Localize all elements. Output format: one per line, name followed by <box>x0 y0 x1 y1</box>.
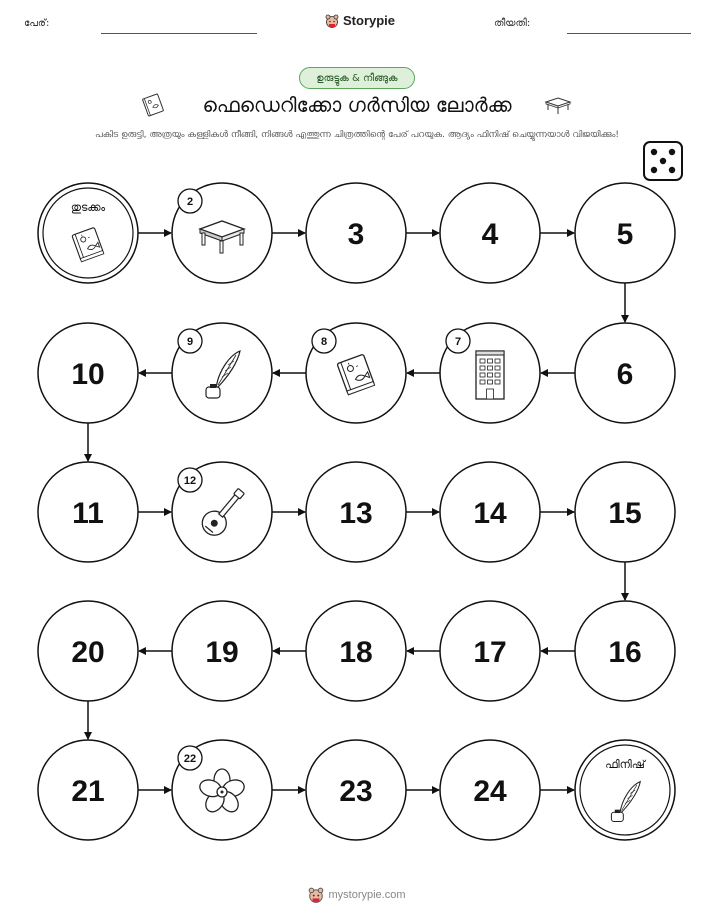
cell-number: 4 <box>481 218 499 251</box>
board-cell-10 <box>38 323 138 423</box>
date-label: തീയതി: <box>494 18 531 29</box>
page-title: ഫെഡെറിക്കോ ഗർസിയ ലോർക്ക <box>202 93 512 117</box>
cell-number: 13 <box>339 497 373 530</box>
cell-number: 5 <box>616 218 634 251</box>
board-cell-13 <box>306 462 406 562</box>
cell-number: 23 <box>339 775 373 808</box>
storypie-logo-icon <box>308 887 324 903</box>
board-cell-8 <box>306 323 406 423</box>
board-cell-23 <box>306 740 406 840</box>
brand-name: Storypie <box>343 13 396 28</box>
board-cell-25 <box>575 740 675 840</box>
name-label: പേര്: <box>24 18 50 29</box>
board-cell-7 <box>440 323 540 423</box>
cell-number: 16 <box>608 636 642 669</box>
board-cell-5 <box>575 183 675 283</box>
cell-number: 18 <box>339 636 373 669</box>
board-cell-3 <box>306 183 406 283</box>
board-cell-19 <box>172 601 272 701</box>
board-cell-11 <box>38 462 138 562</box>
board-cell-20 <box>38 601 138 701</box>
activity-badge: ഉരുട്ടുക & നീങ്ങുക <box>299 67 415 89</box>
cell-number-badge: 8 <box>320 336 328 348</box>
board-cell-24 <box>440 740 540 840</box>
board-cell-16 <box>575 601 675 701</box>
cell-number-badge: 9 <box>186 336 194 348</box>
board-cell-4 <box>440 183 540 283</box>
cell-number-badge: 7 <box>454 336 462 348</box>
cell-number-badge: 12 <box>183 475 197 487</box>
board-cell-1 <box>38 183 138 283</box>
footer <box>0 887 714 903</box>
cell-number: 3 <box>347 218 365 251</box>
start-label: തുടക്കം <box>70 201 106 214</box>
board-cell-9 <box>172 323 272 423</box>
board-cell-15 <box>575 462 675 562</box>
cell-number: 24 <box>473 775 507 808</box>
board-cell-2 <box>172 183 272 283</box>
cell-number: 14 <box>473 497 507 530</box>
cell-number: 6 <box>616 358 634 391</box>
finish-label: ഫിനിഷ് <box>605 758 645 771</box>
cell-number: 10 <box>71 358 105 391</box>
cell-number: 21 <box>71 775 105 808</box>
cell-number: 15 <box>608 497 642 530</box>
cell-number: 19 <box>205 636 239 669</box>
footer-url: mystorypie.com <box>328 889 406 901</box>
board-cell-14 <box>440 462 540 562</box>
cell-number-badge: 22 <box>183 753 197 765</box>
board-cell-21 <box>38 740 138 840</box>
board-cell-18 <box>306 601 406 701</box>
board-cell-17 <box>440 601 540 701</box>
board-cell-6 <box>575 323 675 423</box>
instructions: പകിട ഉരുട്ടി, അത്രയും കള്ളികൾ നീങ്ങി, നിങ്ങൾ എത്തുന്ന ചിത്രത്തിന്റെ പേര് പറയുക. ആദ്യം ഫിനിഷ് ചെയ്യുന്നയാൾ വിജയിക്കും! <box>95 130 619 140</box>
building-icon <box>476 351 504 399</box>
cell-number: 17 <box>473 636 507 669</box>
board-cell-22 <box>172 740 272 840</box>
cell-number: 11 <box>72 497 104 530</box>
cell-number-badge: 2 <box>186 196 194 208</box>
board-cell-12 <box>172 462 272 562</box>
cell-number: 20 <box>71 636 105 669</box>
